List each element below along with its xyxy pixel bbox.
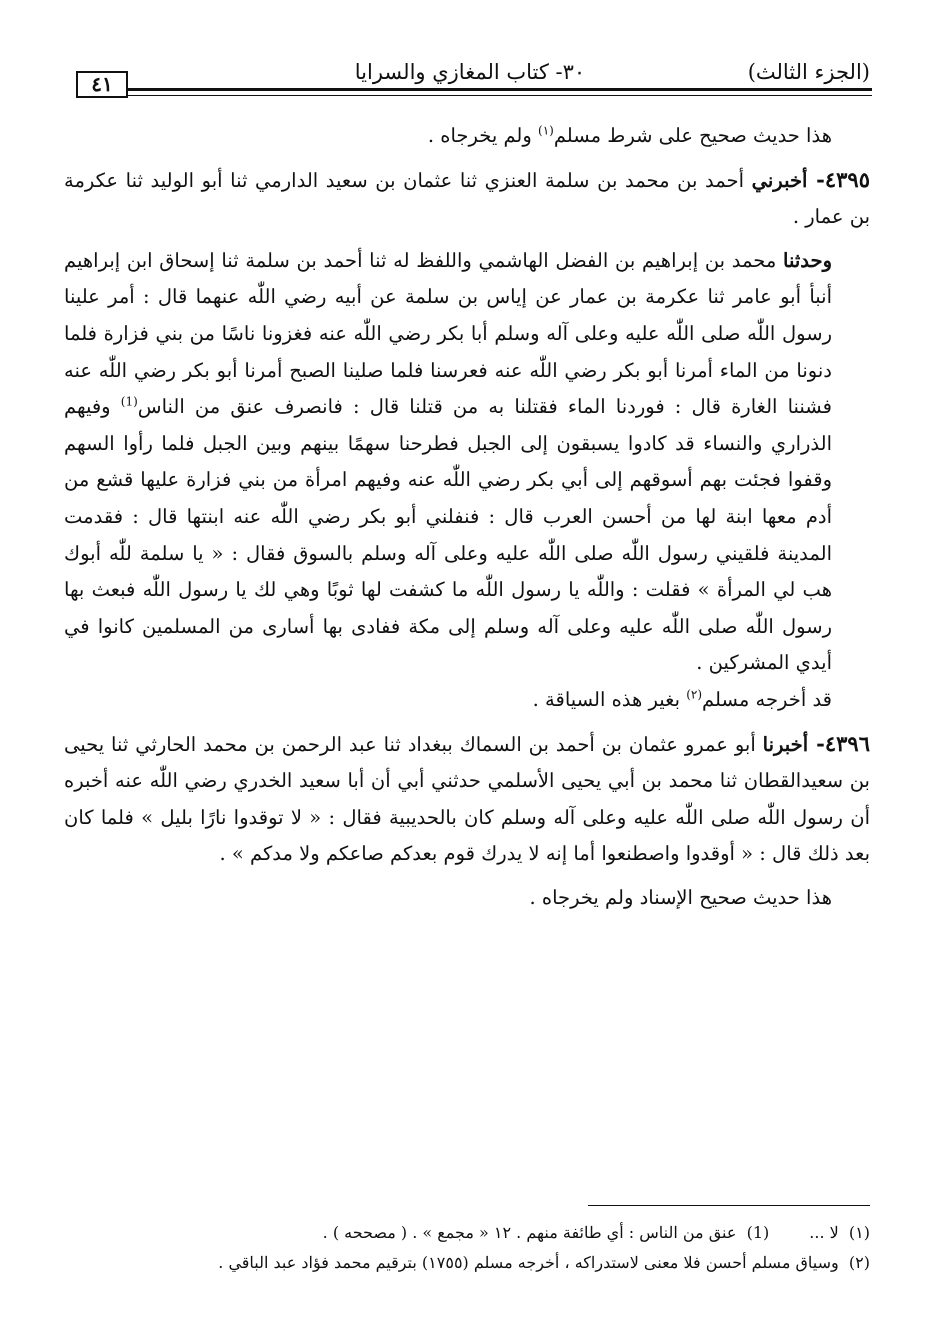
footnote-1: (١) لا ...(1) عنق من الناس : أي طائفة منهم . ١٢ « مجمع » . ( مصححه ) . bbox=[322, 1223, 870, 1242]
footnotes bbox=[64, 1218, 870, 1278]
narration-keyword: وحدثنا bbox=[783, 248, 832, 272]
hadith-number: ٤٣٩٥- bbox=[807, 166, 870, 192]
page-number: ٤١ bbox=[76, 71, 128, 98]
hadith-4395-text: وحدثنا محمد بن إبراهيم بن الفضل الهاشمي واللفظ له ثنا أحمد بن سلمة ثنا إسحاق ابن إبراهيم أنبأ أبو عامر ثنا عكرمة بن عمار عن إياس بن سلمة عن أبيه رضي اللّٰه عنهما قال : أمر علينا رسول اللّٰه صلى اللّٰه عليه وعلى آله وسلم أبا بكر رضي اللّٰه عنه فغزونا ناسًا من بني فزارة فلما دنونا من الماء أمرنا أبو بكر رضي اللّٰه عنه فعرسنا فلما صلينا الصبح أمرنا أبو بكر رضي اللّٰه عنه فشننا الغارة قال : فوردنا الماء فقتلنا به من قتلنا قال : فانصرف عنق من الناس$^{(1)}$ وفيهم الذراري والنساء قد كادوا يسبقون إلى الجبل فطرحنا سهمًا بينهم وبين الجبل فلما رأوا السهم وقفوا فجئت بهم أسوقهم إلى أبي بكر رضي اللّٰه عنه وفيهم امرأة من بني فزارة عليها قشع من أدم معها ابنة لها من أحسن العرب قال : فنفلني أبو بكر رضي اللّٰه عنه ابنتها قال : فقدمت المدينة فلقيني رسول اللّٰه صلى اللّٰه عليه وعلى آله وسلم بالسوق فقال : « يا سلمة للّٰه أبوك هب لي المرأة » فقلت : واللّٰه يا رسول اللّٰه ما كشفت لها ثوبًا وهي لك يا رسول اللّٰه فبعث بها رسول اللّٰه صلى اللّٰه عليه وعلى آله وسلم إلى مكة ففادى بها أسارى من المسلمين كانوا في أيدي المشركين . bbox=[64, 248, 833, 675]
paragraph-grading-2: قد أخرجه مسلم$^{(٢)}$ بغير هذه السياقة . bbox=[532, 687, 832, 711]
narration-keyword: أخبرنا bbox=[762, 732, 809, 756]
narration-keyword: أخبرني bbox=[751, 168, 808, 192]
footnote-2: (٢) وسياق مسلم أحسن فلا معنى لاستدراكه ، أخرجه مسلم (١٧٥٥) بترقيم محمد فؤاد عبد الباقي . bbox=[218, 1253, 870, 1272]
isnad-text: أحمد بن محمد بن سلمة العنزي ثنا عثمان بن سعيد الدارمي ثنا أبو الوليد ثنا عكرمة بن عمار . bbox=[64, 168, 870, 229]
footnote-ref: (١) bbox=[538, 123, 554, 138]
running-header-book-title: ٣٠- كتاب المغازي والسرايا bbox=[354, 60, 586, 84]
paragraph-grading-3: هذا حديث صحيح الإسناد ولم يخرجاه . bbox=[529, 885, 832, 909]
header-rule-thin bbox=[128, 95, 872, 96]
hadith-number: ٤٣٩٦- bbox=[808, 730, 870, 756]
hadith-4396: ٤٣٩٦- أخبرنا أبو عمرو عثمان بن أحمد بن السماك ببغداد ثنا عبد الرحمن بن محمد الحارثي ثنا يحيى بن سعيدالقطان ثنا محمد بن أبي يحيى الأسلمي حدثني أبي أن أبا سعيد الخدري رضي اللّٰه عنه أخبره أن رسول اللّٰه صلى اللّٰه عليه وعلى آله وسلم كان بالحديبية فقال : « لا توقدوا نارًا بليل » فلما كان بعد ذلك قال : « أوقدوا واصطنعوا أما إنه لا يدرك قوم بعدكم صاعكم ولا مدكم » . bbox=[64, 730, 870, 866]
header-rule-thick bbox=[128, 88, 872, 91]
hadith-4395 bbox=[64, 162, 870, 236]
body-text bbox=[64, 118, 870, 916]
paragraph-grading-1: هذا حديث صحيح على شرط مسلم$^{(١)}$ ولم يخرجاه . bbox=[427, 123, 832, 147]
footnote-ref: (٢) bbox=[686, 687, 703, 702]
running-header-volume: (الجزء الثالث) bbox=[747, 60, 870, 84]
footnote-separator bbox=[588, 1205, 870, 1206]
footnote-ref: (1) bbox=[120, 394, 138, 409]
